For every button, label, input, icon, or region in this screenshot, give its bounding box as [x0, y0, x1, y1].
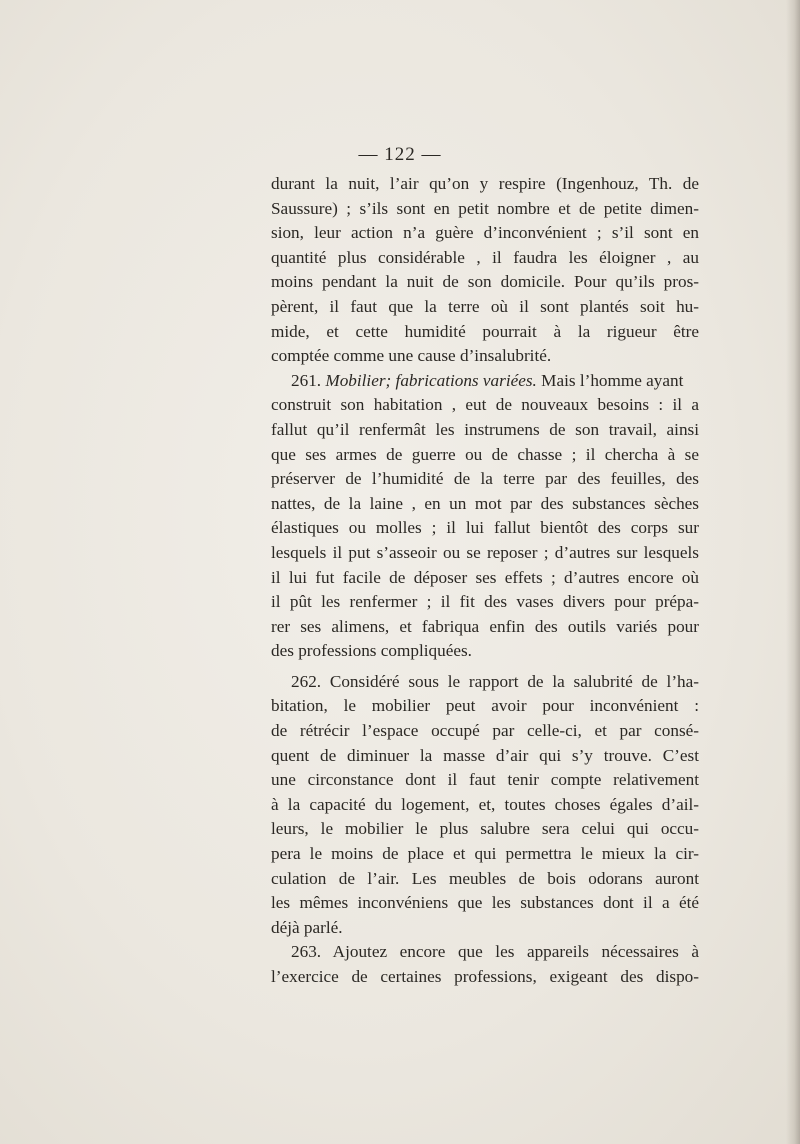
- text-line: préserver de l’humidité de la terre par des feuilles, des: [271, 469, 699, 489]
- text-line: il lui fut facile de déposer ses effets ; d’autres encore où: [271, 567, 699, 587]
- text-line: élastiques ou molles ; il lui fallut bientôt des corps sur: [271, 518, 699, 538]
- text-line: des professions compliquées.: [271, 641, 472, 661]
- text-line: quent de diminuer la masse d’air qui s’y trouve. C’est: [271, 745, 699, 765]
- text-line: quantité plus considérable , il faudra les éloigner , au: [271, 247, 699, 267]
- text-line: leurs, le mobilier le plus salubre sera celui qui occu-: [271, 819, 699, 839]
- text-line: rer ses alimens, et fabriqua enfin des outils variés pour: [271, 616, 699, 636]
- text-line: fallut qu’il renfermât les instrumens de son travail, ainsi: [271, 419, 699, 439]
- text-line: de rétrécir l’espace occupé par celle-ci, et par consé-: [271, 721, 699, 741]
- text-line: pèrent, il faut que la terre où il sont plantés soit hu-: [271, 296, 699, 316]
- text-line: pera le moins de place et qui permettra le mieux la cir-: [271, 844, 699, 864]
- text-line: que ses armes de guerre ou de chasse ; il chercha à se: [271, 444, 699, 464]
- text-line: culation de l’air. Les meubles de bois odorans auront: [271, 868, 699, 888]
- body-text: [271, 172, 699, 990]
- text-line: déjà parlé.: [271, 917, 343, 937]
- page-edge-shadow: [786, 0, 800, 1144]
- text-line: à la capacité du logement, et, toutes choses égales d’ail-: [271, 794, 699, 814]
- text-line: sion, leur action n’a guère d’inconvénient ; s’il sont en: [271, 223, 699, 243]
- text-line: l’exercice de certaines professions, exigeant des dispo-: [271, 967, 699, 986]
- text-line: lesquels il put s’asseoir ou se reposer ; d’autres sur lesquels: [271, 542, 699, 562]
- text-fragment: Mais l’homme ayant: [541, 370, 684, 390]
- text-line: comptée comme une cause d’insalubrité.: [271, 346, 552, 366]
- section-number: 261.: [291, 370, 322, 390]
- section-heading: Mobilier; fabrications variées.: [325, 370, 537, 390]
- text-line: bitation, le mobilier peut avoir pour inconvénient :: [271, 696, 699, 716]
- text-line: construit son habitation , eut de nouveaux besoins : il a: [271, 395, 699, 415]
- text-line: il pût les renfermer ; il fit des vases divers pour prépa-: [271, 592, 699, 612]
- page-number: — 122 —: [358, 144, 442, 165]
- text-line: les mêmes inconvéniens que les substances dont il a été: [271, 893, 699, 913]
- text-line: 262. Considéré sous le rapport de la salubrité de l’ha-: [291, 671, 699, 691]
- text-line: mide, et cette humidité pourrait à la rigueur être: [271, 321, 699, 341]
- text-line: 263. Ajoutez encore que les appareils nécessaires à: [291, 942, 699, 962]
- text-line: nattes, de la laine , en un mot par des substances sèches: [271, 493, 699, 513]
- text-line: moins pendant la nuit de son domicile. Pour qu’ils pros-: [271, 272, 699, 292]
- text-line: durant la nuit, l’air qu’on y respire (Ingenhouz, Th. de: [271, 174, 699, 193]
- text-line: une circonstance dont il faut tenir compte relativement: [271, 770, 699, 790]
- text-line: Saussure) ; s’ils sont en petit nombre et de petite dimen-: [271, 198, 699, 218]
- section-261-first-line: [271, 369, 699, 394]
